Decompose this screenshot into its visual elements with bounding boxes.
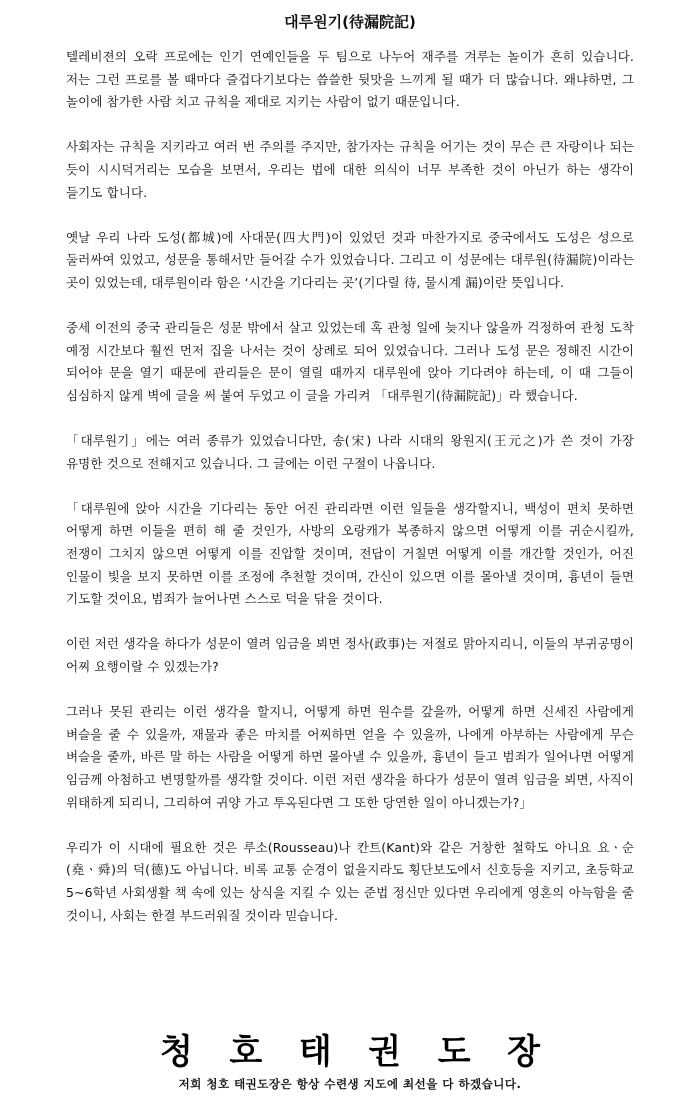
school-name-char: 권 [368,1032,402,1072]
paragraph: 우리가 이 시대에 필요한 것은 루소(Rousseau)나 칸트(Kant)와 같은 거창한 철학도 아니요 요ㆍ순(堯ㆍ舜)의 덕(德)도 아닙니다. 비록 교통 순경이 없을지라도 횡단보도에서 신호등을 지키고, 초등학교 5~6학년 사회생활 책 속에 있는 상식을 지킬 수 있는 준법 정신만 있다면 우리에게 영혼의 아늑함을 줄 것이니, 사회는 한결 부드러워질 것이라 믿습니다. [66,839,634,923]
paragraph: 사회자는 규칙을 지키라고 여러 번 주의를 주지만, 참가자는 규칙을 어기는 것이 무슨 큰 자랑이나 되는 듯이 시시덕거리는 모습을 보면서, 우리는 법에 대한 의식이 너무 부족한 것이 아닌가 하는 생각이 들기도 합니다. [66,139,634,200]
paragraph: 「대루원에 앉아 시간을 기다리는 동안 어진 관리라면 이런 일들을 생각할지니, 백성이 편치 못하면 어떻게 하면 이들을 편히 해 줄 것인가, 사방의 오랑캐가 복종하지 않으면 어떻게 이를 귀순시킬까, 전쟁이 그치지 않으면 어떻게 이를 진압할 것이며, 전답이 거칠면 어떻게 이를 개간할 것인가, 어진 인물이 빛을 보지 못하면 이를 조정에 추천할 것이며, 간신이 있으면 이를 몰아낼 것이며, 흉년이 들면 기도할 것이요, 범죄가 늘어나면 스스로 덕을 닦을 것이다. [66,500,634,607]
school-name-char: 태 [298,1032,332,1072]
document-body [66,46,634,950]
school-name-char: 도 [437,1032,471,1072]
school-name [160,1032,540,1072]
paragraph: 중세 이전의 중국 관리들은 성문 밖에서 살고 있었는데 혹 관청 일에 늦지나 않을까 걱정하여 관청 도착 예정 시간보다 훨씬 먼저 집을 나서는 것이 상례로 되어 있었습니다. 그러나 도성 문은 정해진 시간이 되어야 문을 열기 때문에 관리들은 문이 열릴 때까지 대루원에 앉아 기다려야 하는데, 이 때 그들이 심심하지 않게 벽에 글을 써 붙여 두었고 이 글을 가리켜 「대루원기(待漏院記)」라 했습니다. [66,320,634,403]
paragraph: 이런 저런 생각을 하다가 성문이 열려 임금을 뵈면 정사(政事)는 저절로 맑아지리니, 이들의 부귀공명이 어찌 요행이랄 수 있겠는가? [66,636,634,675]
document-title: 대루원기(待漏院記) [284,13,416,31]
school-name-char: 청 [160,1032,193,1072]
paragraph: 옛날 우리 나라 도성(都城)에 사대문(四大門)이 있었던 것과 마찬가지로 중국에서도 도성은 성으로 둘러싸여 있었고, 성문을 통해서만 들어갈 수가 있었습니다. 그리고 이 성문에는 대루원(待漏院)이라는 곳이 있었는데, 대루원이라 함은 ‘시간을 기다리는 곳’(기다릴 待, 물시계 漏)이란 뜻입니다. [66,229,634,290]
school-name-char: 호 [229,1032,263,1072]
paragraph: 그러나 못된 관리는 이런 생각을 할지니, 어떻게 하면 원수를 갚을까, 어떻게 하면 신세진 사람에게 벼슬을 줄 수 있을까, 재물과 좋은 마치를 어찌하면 얻을 수 있을까, 나에게 아부하는 사람에게 무슨 벼슬을 줄까, 바른 말 하는 사람을 어떻게 하면 몰아낼 수 있을까, 흉년이 들고 범죄가 일어나면 어떻게 임금께 아첨하고 변명할까를 생각할 것이다. 이런 저런 생각을 하다가 성문이 열려 임금을 뵈면, 사직이 위태하게 되리니, 그리하여 귀양 가고 투옥된다면 그 또한 당연한 일이 아니겠는가?」 [66,704,634,810]
school-slogan: 저희 청호 태권도장은 항상 수련생 지도에 최선을 다 하겠습니다. [178,1077,522,1091]
paragraph: 「대루원기」에는 여러 종류가 있었습니다만, 송(宋) 나라 시대의 왕원지(王元之)가 쓴 것이 가장 유명한 것으로 전해지고 있습니다. 그 글에는 이런 구절이 나옵니다. [66,433,634,471]
school-name-char: 장 [507,1032,540,1072]
paragraph: 텔레비젼의 오락 프로에는 인기 연예인들을 두 팀으로 나누어 재주를 겨루는 놀이가 흔히 있습니다. 저는 그런 프로를 볼 때마다 즐겁다기보다는 씁쓸한 뒷맛을 느끼게 될 때가 더 많습니다. 왜냐하면, 그 놀이에 참가한 사람 치고 규칙을 제대로 지키는 사람이 없기 때문입니다. [66,49,634,110]
